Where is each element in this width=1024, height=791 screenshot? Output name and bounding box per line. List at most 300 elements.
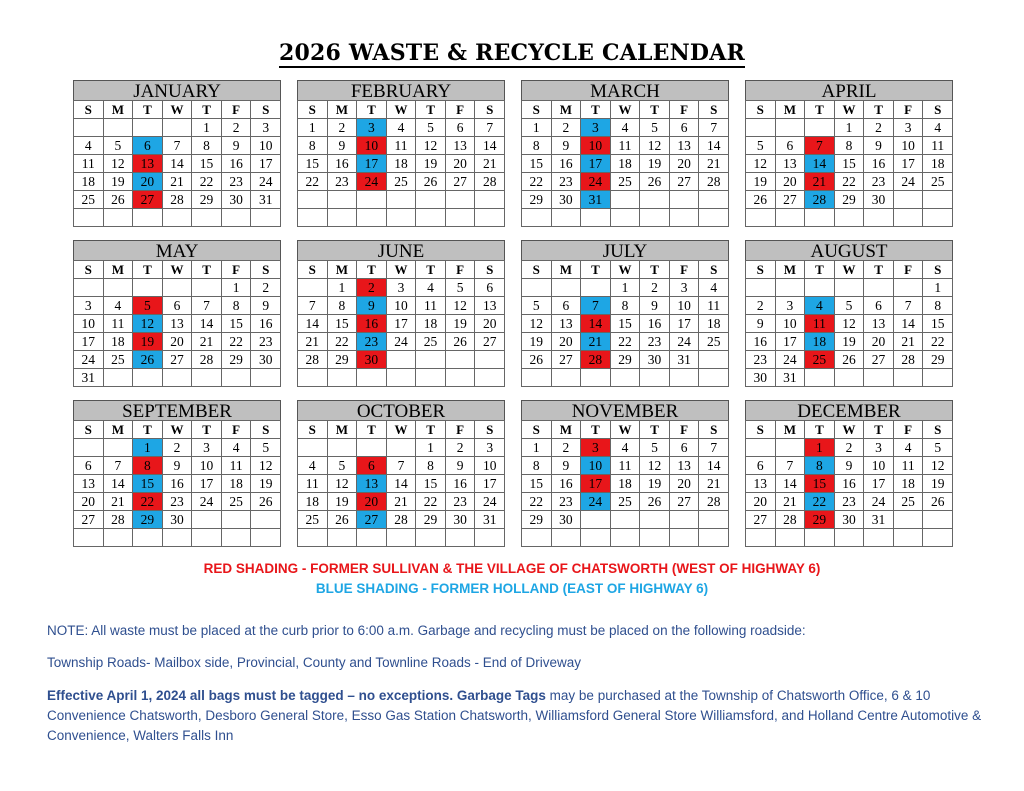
day-cell: 2 xyxy=(640,279,670,297)
week-row xyxy=(298,119,505,137)
day-cell: 1 xyxy=(416,439,446,457)
day-cell: 25 xyxy=(610,493,640,511)
empty-cell xyxy=(103,209,133,227)
day-cell: 10 xyxy=(251,137,281,155)
note-tags-bold: Effective April 1, 2024 all bags must be tagged – no exceptions. Garbage Tags xyxy=(47,688,546,703)
day-cell: 13 xyxy=(669,137,699,155)
day-cell: 3 xyxy=(864,439,894,457)
day-cell: 3 xyxy=(251,119,281,137)
day-header: S xyxy=(699,421,729,439)
day-header: S xyxy=(74,101,104,119)
day-cell: 8 xyxy=(805,457,835,475)
empty-cell xyxy=(746,529,776,547)
empty-cell xyxy=(133,529,163,547)
day-cell: 19 xyxy=(103,173,133,191)
week-row xyxy=(298,315,505,333)
empty-cell xyxy=(251,529,281,547)
day-cell: 1 xyxy=(522,119,552,137)
week-row xyxy=(746,333,953,351)
day-header: S xyxy=(699,261,729,279)
day-cell: 28 xyxy=(699,173,729,191)
day-cell: 2 xyxy=(357,279,387,297)
day-cell: 14 xyxy=(893,315,923,333)
title-text: 2026 WASTE & RECYCLE CALENDAR xyxy=(279,40,745,66)
empty-cell xyxy=(386,191,416,209)
empty-cell xyxy=(746,439,776,457)
week-row xyxy=(298,511,505,529)
day-cell: 14 xyxy=(103,475,133,493)
day-cell: 13 xyxy=(669,457,699,475)
day-cell: 11 xyxy=(610,457,640,475)
month-name: JULY xyxy=(521,240,729,260)
day-cell: 8 xyxy=(610,297,640,315)
day-header: T xyxy=(640,421,670,439)
day-cell: 10 xyxy=(893,137,923,155)
day-header: T xyxy=(864,261,894,279)
day-cell: 30 xyxy=(445,511,475,529)
day-cell: 24 xyxy=(74,351,104,369)
day-cell: 9 xyxy=(327,137,357,155)
day-header: S xyxy=(746,101,776,119)
empty-cell xyxy=(746,119,776,137)
day-cell: 19 xyxy=(746,173,776,191)
empty-cell xyxy=(893,209,923,227)
day-cell: 12 xyxy=(923,457,953,475)
day-cell: 9 xyxy=(251,297,281,315)
day-cell: 21 xyxy=(805,173,835,191)
day-cell: 8 xyxy=(298,137,328,155)
day-header: M xyxy=(551,261,581,279)
day-cell: 19 xyxy=(327,493,357,511)
week-row xyxy=(298,457,505,475)
day-cell: 30 xyxy=(162,511,192,529)
week-row xyxy=(74,173,281,191)
empty-cell xyxy=(251,511,281,529)
day-cell: 17 xyxy=(74,333,104,351)
empty-cell xyxy=(864,209,894,227)
week-row xyxy=(298,155,505,173)
empty-cell xyxy=(251,209,281,227)
day-cell: 16 xyxy=(221,155,251,173)
day-cell: 4 xyxy=(221,439,251,457)
day-cell: 24 xyxy=(669,333,699,351)
day-cell: 20 xyxy=(775,173,805,191)
empty-cell xyxy=(298,439,328,457)
day-cell: 15 xyxy=(522,475,552,493)
day-cell: 18 xyxy=(416,315,446,333)
day-header: T xyxy=(581,261,611,279)
day-cell: 7 xyxy=(162,137,192,155)
day-cell: 27 xyxy=(864,351,894,369)
empty-cell xyxy=(475,351,505,369)
week-row xyxy=(298,475,505,493)
day-cell: 7 xyxy=(699,119,729,137)
month-table xyxy=(745,260,953,387)
day-cell: 11 xyxy=(923,137,953,155)
day-cell: 15 xyxy=(805,475,835,493)
day-cell: 3 xyxy=(386,279,416,297)
day-header: M xyxy=(551,421,581,439)
day-cell: 22 xyxy=(327,333,357,351)
week-row xyxy=(522,333,729,351)
empty-cell xyxy=(298,208,328,226)
day-header: S xyxy=(522,261,552,279)
day-cell: 29 xyxy=(834,191,864,209)
day-cell: 20 xyxy=(74,493,104,511)
week-row xyxy=(298,279,505,297)
day-cell: 29 xyxy=(221,351,251,369)
day-cell: 16 xyxy=(864,155,894,173)
day-cell: 14 xyxy=(581,315,611,333)
day-cell: 27 xyxy=(669,173,699,191)
week-row xyxy=(74,369,281,387)
day-cell: 6 xyxy=(551,297,581,315)
day-cell: 6 xyxy=(475,279,505,297)
day-header: F xyxy=(669,421,699,439)
empty-cell xyxy=(162,209,192,227)
empty-cell xyxy=(581,369,611,387)
day-cell: 25 xyxy=(221,493,251,511)
day-cell: 16 xyxy=(357,315,387,333)
day-cell: 5 xyxy=(640,439,670,457)
day-cell: 11 xyxy=(386,137,416,155)
day-cell: 11 xyxy=(610,137,640,155)
week-row xyxy=(522,155,729,173)
day-cell: 7 xyxy=(192,297,222,315)
empty-cell xyxy=(669,191,699,209)
day-cell: 2 xyxy=(251,279,281,297)
day-header: S xyxy=(475,261,505,279)
month-name: AUGUST xyxy=(745,240,953,260)
day-cell: 25 xyxy=(893,493,923,511)
day-header: S xyxy=(298,101,328,119)
empty-cell xyxy=(699,209,729,227)
empty-cell xyxy=(923,529,953,547)
week-row xyxy=(746,493,953,511)
day-header: M xyxy=(103,101,133,119)
empty-cell xyxy=(221,369,251,387)
day-cell: 23 xyxy=(327,173,357,191)
day-cell: 7 xyxy=(775,457,805,475)
day-header: F xyxy=(445,101,475,119)
empty-cell xyxy=(699,529,729,547)
empty-cell xyxy=(327,191,357,209)
day-cell: 12 xyxy=(746,155,776,173)
empty-cell xyxy=(74,529,104,547)
day-cell: 31 xyxy=(251,191,281,209)
day-cell: 22 xyxy=(834,173,864,191)
day-header: T xyxy=(581,421,611,439)
day-cell: 23 xyxy=(551,493,581,511)
week-row xyxy=(746,191,953,209)
week-row xyxy=(298,297,505,315)
day-cell: 28 xyxy=(298,351,328,369)
month-october xyxy=(297,400,505,547)
empty-cell xyxy=(298,369,328,387)
empty-cell xyxy=(551,209,581,227)
day-cell: 14 xyxy=(475,137,505,155)
week-row xyxy=(74,279,281,297)
empty-cell xyxy=(893,279,923,297)
month-name: SEPTEMBER xyxy=(73,400,281,420)
day-header: S xyxy=(923,421,953,439)
day-header: T xyxy=(805,101,835,119)
day-cell: 30 xyxy=(357,351,387,369)
week-row xyxy=(746,457,953,475)
day-cell: 31 xyxy=(475,511,505,529)
day-cell: 2 xyxy=(864,119,894,137)
day-cell: 2 xyxy=(445,439,475,457)
day-cell: 31 xyxy=(775,369,805,387)
day-cell: 30 xyxy=(551,511,581,529)
day-cell: 11 xyxy=(416,297,446,315)
day-cell: 5 xyxy=(923,439,953,457)
note-tags xyxy=(47,686,987,746)
day-cell: 30 xyxy=(551,191,581,209)
day-cell: 1 xyxy=(298,119,328,137)
empty-cell xyxy=(893,369,923,387)
empty-cell xyxy=(445,369,475,387)
day-cell: 5 xyxy=(251,439,281,457)
day-cell: 9 xyxy=(834,457,864,475)
month-september xyxy=(73,400,281,547)
day-cell: 14 xyxy=(386,475,416,493)
empty-cell xyxy=(103,279,133,297)
empty-cell xyxy=(864,279,894,297)
day-cell: 5 xyxy=(416,119,446,137)
month-table xyxy=(297,420,505,547)
day-cell: 9 xyxy=(551,457,581,475)
day-header: S xyxy=(298,421,328,439)
day-cell: 14 xyxy=(805,155,835,173)
day-header: S xyxy=(746,421,776,439)
day-header: F xyxy=(445,421,475,439)
day-cell: 11 xyxy=(699,297,729,315)
empty-cell xyxy=(192,529,222,547)
empty-cell xyxy=(357,208,387,226)
day-cell: 21 xyxy=(192,333,222,351)
day-cell: 24 xyxy=(357,173,387,191)
day-cell: 24 xyxy=(475,493,505,511)
empty-cell xyxy=(386,439,416,457)
month-january xyxy=(73,80,281,227)
day-header: T xyxy=(416,101,446,119)
day-cell: 10 xyxy=(581,137,611,155)
day-header: F xyxy=(669,261,699,279)
empty-cell xyxy=(834,279,864,297)
week-row xyxy=(746,137,953,155)
day-cell: 20 xyxy=(445,155,475,173)
week-row xyxy=(522,315,729,333)
week-row xyxy=(746,511,953,529)
day-cell: 1 xyxy=(610,279,640,297)
day-cell: 14 xyxy=(298,315,328,333)
day-cell: 19 xyxy=(640,155,670,173)
day-cell: 26 xyxy=(416,173,446,191)
day-cell: 24 xyxy=(893,173,923,191)
day-cell: 24 xyxy=(192,493,222,511)
day-cell: 21 xyxy=(475,155,505,173)
week-row xyxy=(746,315,953,333)
day-cell: 19 xyxy=(416,155,446,173)
day-header: M xyxy=(327,421,357,439)
empty-cell xyxy=(923,511,953,529)
day-cell: 29 xyxy=(805,511,835,529)
empty-cell xyxy=(669,369,699,387)
day-cell: 15 xyxy=(221,315,251,333)
week-row xyxy=(74,137,281,155)
week-row xyxy=(522,493,729,511)
day-cell: 19 xyxy=(251,475,281,493)
day-cell: 27 xyxy=(357,511,387,529)
empty-cell xyxy=(775,279,805,297)
week-row xyxy=(298,529,505,547)
day-header: F xyxy=(221,101,251,119)
day-cell: 2 xyxy=(551,119,581,137)
month-november xyxy=(521,400,729,547)
day-cell: 31 xyxy=(669,351,699,369)
day-cell: 5 xyxy=(103,137,133,155)
empty-cell xyxy=(864,529,894,547)
day-cell: 1 xyxy=(133,439,163,457)
day-cell: 23 xyxy=(746,351,776,369)
empty-cell xyxy=(834,529,864,547)
empty-cell xyxy=(357,191,387,209)
week-row xyxy=(74,351,281,369)
week-row xyxy=(298,208,505,226)
day-cell: 10 xyxy=(475,457,505,475)
day-cell: 6 xyxy=(133,137,163,155)
empty-cell xyxy=(103,439,133,457)
day-cell: 24 xyxy=(775,351,805,369)
day-cell: 19 xyxy=(640,475,670,493)
day-cell: 14 xyxy=(699,137,729,155)
empty-cell xyxy=(416,369,446,387)
empty-cell xyxy=(581,279,611,297)
day-header: M xyxy=(775,421,805,439)
day-cell: 21 xyxy=(699,155,729,173)
day-cell: 3 xyxy=(357,119,387,137)
day-cell: 1 xyxy=(923,279,953,297)
empty-cell xyxy=(669,511,699,529)
note-roadside: Township Roads- Mailbox side, Provincial, County and Townline Roads - End of Driveway xyxy=(47,655,582,670)
day-cell: 12 xyxy=(522,315,552,333)
day-cell: 2 xyxy=(162,439,192,457)
day-cell: 28 xyxy=(893,351,923,369)
empty-cell xyxy=(640,511,670,529)
day-cell: 30 xyxy=(221,191,251,209)
day-cell: 1 xyxy=(327,279,357,297)
day-cell: 8 xyxy=(416,457,446,475)
empty-cell xyxy=(74,209,104,227)
day-header: F xyxy=(669,101,699,119)
empty-cell xyxy=(162,369,192,387)
day-cell: 10 xyxy=(581,457,611,475)
day-header: W xyxy=(834,261,864,279)
day-cell: 15 xyxy=(416,475,446,493)
day-cell: 22 xyxy=(416,493,446,511)
empty-cell xyxy=(298,529,328,547)
day-cell: 21 xyxy=(775,493,805,511)
day-cell: 17 xyxy=(386,315,416,333)
day-cell: 22 xyxy=(298,173,328,191)
month-june xyxy=(297,240,505,387)
day-cell: 6 xyxy=(775,137,805,155)
month-table xyxy=(73,420,281,547)
day-cell: 2 xyxy=(746,297,776,315)
empty-cell xyxy=(805,529,835,547)
empty-cell xyxy=(162,279,192,297)
empty-cell xyxy=(251,369,281,387)
empty-cell xyxy=(893,529,923,547)
month-april xyxy=(745,80,953,227)
week-row xyxy=(522,475,729,493)
day-cell: 18 xyxy=(923,155,953,173)
day-cell: 23 xyxy=(834,493,864,511)
day-cell: 23 xyxy=(357,333,387,351)
day-cell: 4 xyxy=(416,279,446,297)
day-cell: 6 xyxy=(864,297,894,315)
day-cell: 24 xyxy=(386,333,416,351)
empty-cell xyxy=(221,511,251,529)
day-cell: 8 xyxy=(221,297,251,315)
day-cell: 20 xyxy=(669,475,699,493)
empty-cell xyxy=(133,119,163,137)
day-cell: 16 xyxy=(162,475,192,493)
day-cell: 21 xyxy=(581,333,611,351)
empty-cell xyxy=(775,529,805,547)
note-tags-rest: may be purchased at the Township of Chatsworth Office, 6 & 10 Convenience Chatsworth, Desboro General Store, Esso Gas Station Chatsworth, Williamsford General Store Williamsford, and Holland Centre Automotive & Convenience, Walters Falls Inn xyxy=(47,688,982,743)
week-row xyxy=(522,191,729,209)
day-cell: 10 xyxy=(386,297,416,315)
empty-cell xyxy=(386,208,416,226)
empty-cell xyxy=(133,369,163,387)
day-header: M xyxy=(103,421,133,439)
day-cell: 15 xyxy=(522,155,552,173)
day-cell: 26 xyxy=(522,351,552,369)
day-cell: 11 xyxy=(805,315,835,333)
note-curb: NOTE: All waste must be placed at the curb prior to 6:00 a.m. Garbage and recycling must be placed on the following roadside: xyxy=(47,623,806,638)
day-header: W xyxy=(610,101,640,119)
month-august xyxy=(745,240,953,387)
day-cell: 25 xyxy=(610,173,640,191)
day-cell: 22 xyxy=(522,493,552,511)
day-cell: 8 xyxy=(327,297,357,315)
day-cell: 7 xyxy=(699,439,729,457)
day-cell: 17 xyxy=(581,475,611,493)
day-header: W xyxy=(834,421,864,439)
week-row xyxy=(746,119,953,137)
day-cell: 19 xyxy=(445,315,475,333)
empty-cell xyxy=(416,191,446,209)
empty-cell xyxy=(162,119,192,137)
empty-cell xyxy=(699,511,729,529)
day-cell: 15 xyxy=(923,315,953,333)
day-cell: 4 xyxy=(699,279,729,297)
day-header: S xyxy=(699,101,729,119)
day-cell: 18 xyxy=(74,173,104,191)
day-cell: 22 xyxy=(221,333,251,351)
day-cell: 9 xyxy=(864,137,894,155)
day-cell: 13 xyxy=(162,315,192,333)
empty-cell xyxy=(221,529,251,547)
day-cell: 8 xyxy=(522,137,552,155)
day-cell: 19 xyxy=(923,475,953,493)
day-cell: 15 xyxy=(133,475,163,493)
day-header: W xyxy=(162,421,192,439)
day-cell: 5 xyxy=(746,137,776,155)
day-cell: 3 xyxy=(475,439,505,457)
